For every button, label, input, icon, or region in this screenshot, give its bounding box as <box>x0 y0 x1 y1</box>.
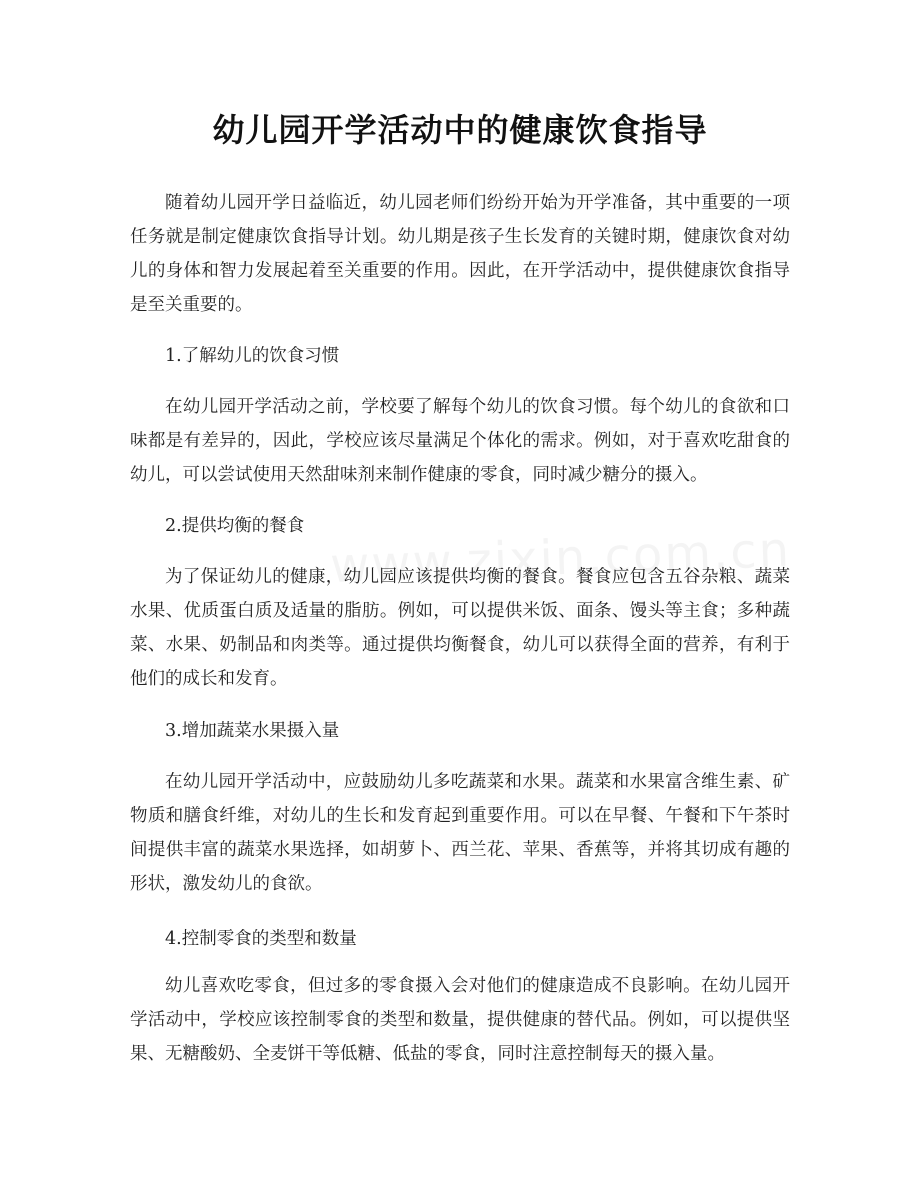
section-body-4: 幼儿喜欢吃零食，但过多的零食摄入会对他们的健康造成不良影响。在幼儿园开学活动中，学校应该控制零食的类型和数量，提供健康的替代品。例如，可以提供坚果、无糖酸奶、全麦饼干等低糖、低盐的零食，同时注意控制每天的摄入量。 <box>130 976 790 1064</box>
section-body-1: 在幼儿园开学活动之前，学校要了解每个幼儿的饮食习惯。每个幼儿的食欲和口味都是有差异的，因此，学校应该尽量满足个体化的需求。例如，对于喜欢吃甜食的幼儿，可以尝试使用天然甜味剂来制作健康的零食，同时减少糖分的摄入。 <box>130 397 790 485</box>
section-heading-4: 4.控制零食的类型和数量 <box>165 929 357 949</box>
section-heading-2: 2.提供均衡的餐食 <box>165 516 305 536</box>
section-body-2: 为了保证幼儿的健康，幼儿园应该提供均衡的餐食。餐食应包含五谷杂粮、蔬菜水果、优质蛋白质及适量的脂肪。例如，可以提供米饭、面条、馒头等主食；多种蔬菜、水果、奶制品和肉类等。通过提供均衡餐食，幼儿可以获得全面的营养，有利于他们的成长和发育。 <box>130 567 790 689</box>
intro-paragraph: 随着幼儿园开学日益临近，幼儿园老师们纷纷开始为开学准备，其中重要的一项任务就是制定健康饮食指导计划。幼儿期是孩子生长发育的关键时期，健康饮食对幼儿的身体和智力发展起着至关重要的作用。因此，在开学活动中，提供健康饮食指导是至关重要的。 <box>130 193 790 315</box>
page-title: 幼儿园开学活动中的健康饮食指导 <box>212 111 708 149</box>
section-body-3: 在幼儿园开学活动中，应鼓励幼儿多吃蔬菜和水果。蔬菜和水果富含维生素、矿物质和膳食纤维，对幼儿的生长和发育起到重要作用。可以在早餐、午餐和下午茶时间提供丰富的蔬菜水果选择，如胡萝卜、西兰花、苹果、香蕉等，并将其切成有趣的形状，激发幼儿的食欲。 <box>130 772 790 894</box>
section-heading-3: 3.增加蔬菜水果摄入量 <box>165 721 340 741</box>
section-heading-1: 1.了解幼儿的饮食习惯 <box>165 346 340 366</box>
